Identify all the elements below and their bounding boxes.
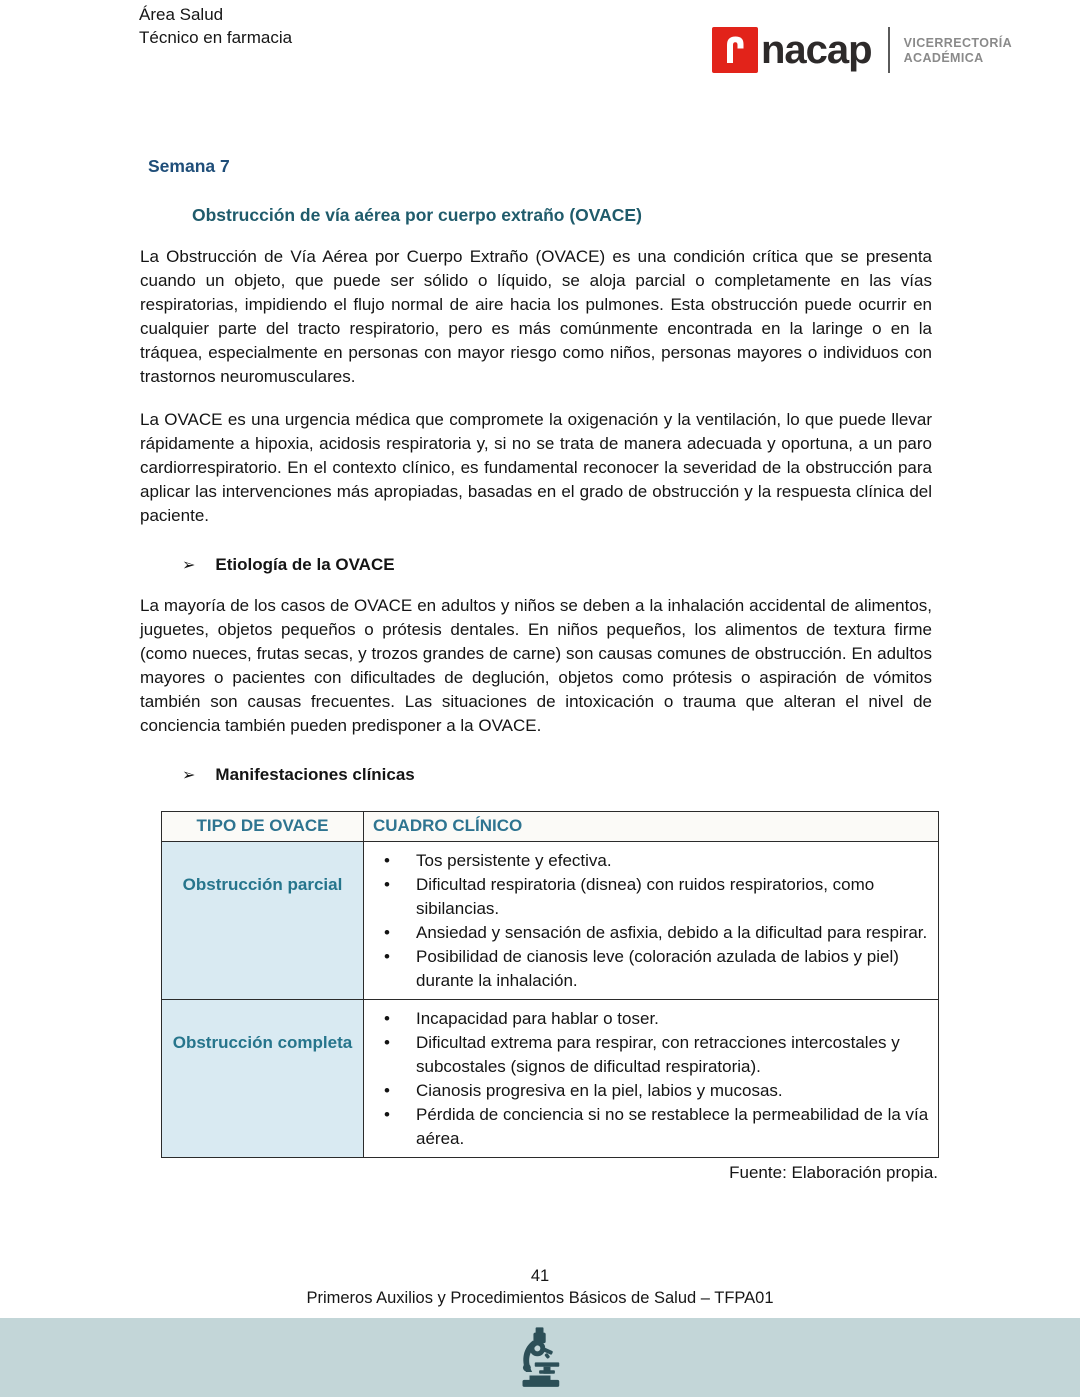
section-heading-manifestaciones [140, 765, 932, 785]
page-number: 41 [530, 1267, 550, 1285]
table-row [162, 842, 939, 1000]
microscope-icon [512, 1325, 568, 1391]
list-item: • Pérdida de conciencia si no se restablece la permeabilidad de la vía aérea. [364, 1103, 930, 1151]
week-heading: Semana 7 [148, 156, 230, 176]
list-item: • Posibilidad de cianosis leve (coloración azulada de labios y piel) durante la inhalación. [364, 945, 930, 993]
paragraph-urgency: La OVACE es una urgencia médica que compromete la oxigenación y la ventilación, lo que puede llevar rápidamente a hipoxia, acidosis respiratoria y, si no se trata de manera adecuada y oportuna, a un paro cardiorrespiratorio. En el contexto clínico, es fundamental reconocer la severidad de la obstrucción para aplicar las intervenciones más apropiadas, basadas en el grado de obstrucción y la respuesta clínica del paciente. [140, 410, 932, 525]
inacap-logo-mark-icon [712, 27, 758, 73]
row-type-obstruccion-parcial: Obstrucción parcial [162, 842, 364, 1000]
column-header-tipo: TIPO DE OVACE [162, 812, 364, 842]
list-item: • Ansiedad y sensación de asfixia, debido a la dificultad para respirar. [364, 921, 930, 945]
table-header-row [162, 812, 939, 842]
section-heading-etiologia-label: Etiología de la OVACE [215, 555, 395, 574]
row-clinic-obstruccion-parcial [364, 842, 939, 1000]
arrow-bullet-icon: ➢ [182, 767, 196, 784]
inacap-logo-wordmark: nacap [761, 28, 872, 72]
table-source-note: Fuente: Elaboración propia. [729, 1163, 938, 1182]
logo-unit-line1: VICERRECTORÍA [903, 36, 1013, 50]
list-item: • Incapacidad para hablar o toser. [364, 1007, 930, 1031]
clinical-bullet-list [364, 1007, 930, 1151]
row-clinic-obstruccion-completa [364, 1000, 939, 1158]
arrow-bullet-icon: ➢ [182, 557, 196, 574]
clinical-bullet-list [364, 849, 930, 993]
document-content [140, 156, 938, 1183]
page-title: Obstrucción de vía aérea por cuerpo extraño (OVACE) [192, 205, 642, 225]
ovace-clinical-table [161, 811, 939, 1158]
section-heading-etiologia [140, 555, 932, 575]
document-header [0, 0, 1080, 100]
header-area-program [139, 3, 292, 49]
table-row [162, 1000, 939, 1158]
bottom-decoration-bar [0, 1318, 1080, 1397]
column-header-cuadro: CUADRO CLÍNICO [364, 812, 939, 842]
list-item: • Dificultad extrema para respirar, con retracciones intercostales y subcostales (signos de dificultad respiratoria). [364, 1031, 930, 1079]
logo-divider [888, 27, 890, 73]
list-item: • Tos persistente y efectiva. [364, 849, 930, 873]
inacap-logo [712, 27, 1012, 73]
course-title: Primeros Auxilios y Procedimientos Básicos de Salud – TFPA01 [306, 1289, 774, 1307]
paragraph-intro: La Obstrucción de Vía Aérea por Cuerpo Extraño (OVACE) es una condición crítica que se presenta cuando un objeto, que puede ser sólido o líquido, se aloja parcial o completamente en las vías respiratorias, impidiendo el flujo normal de aire hacia los pulmones. Esta obstrucción puede ocurrir en cualquier parte del tracto respiratorio, pero es más comúnmente encontrada en la laringe o en la tráquea, especialmente en personas con mayor riesgo como niños, personas mayores o individuos con trastornos neuromusculares. [140, 247, 932, 386]
section-heading-manifestaciones-label: Manifestaciones clínicas [215, 765, 415, 784]
header-area-label: Área Salud [139, 5, 224, 24]
list-item: • Dificultad respiratoria (disnea) con ruidos respiratorios, como sibilancias. [364, 873, 930, 921]
header-program-label: Técnico en farmacia [139, 28, 293, 47]
logo-unit-line2: ACADÉMICA [903, 51, 984, 65]
row-type-obstruccion-completa: Obstrucción completa [162, 1000, 364, 1158]
page-footer [0, 1267, 1080, 1308]
list-item: • Cianosis progresiva en la piel, labios y mucosas. [364, 1079, 930, 1103]
logo-unit-text [904, 34, 1012, 66]
paragraph-etiologia: La mayoría de los casos de OVACE en adultos y niños se deben a la inhalación accidental de alimentos, juguetes, objetos pequeños o prótesis dentales. En niños pequeños, los alimentos de textura firme (como nueces, frutas secas, y trozos grandes de carne) son causas comunes de obstrucción. En adultos mayores o pacientes con dificultades de deglución, objetos como prótesis o aspiración de vómitos también son causas frecuentes. Las situaciones de intoxicación o trauma que alteran el nivel de conciencia también pueden predisponer a la OVACE. [140, 596, 932, 735]
